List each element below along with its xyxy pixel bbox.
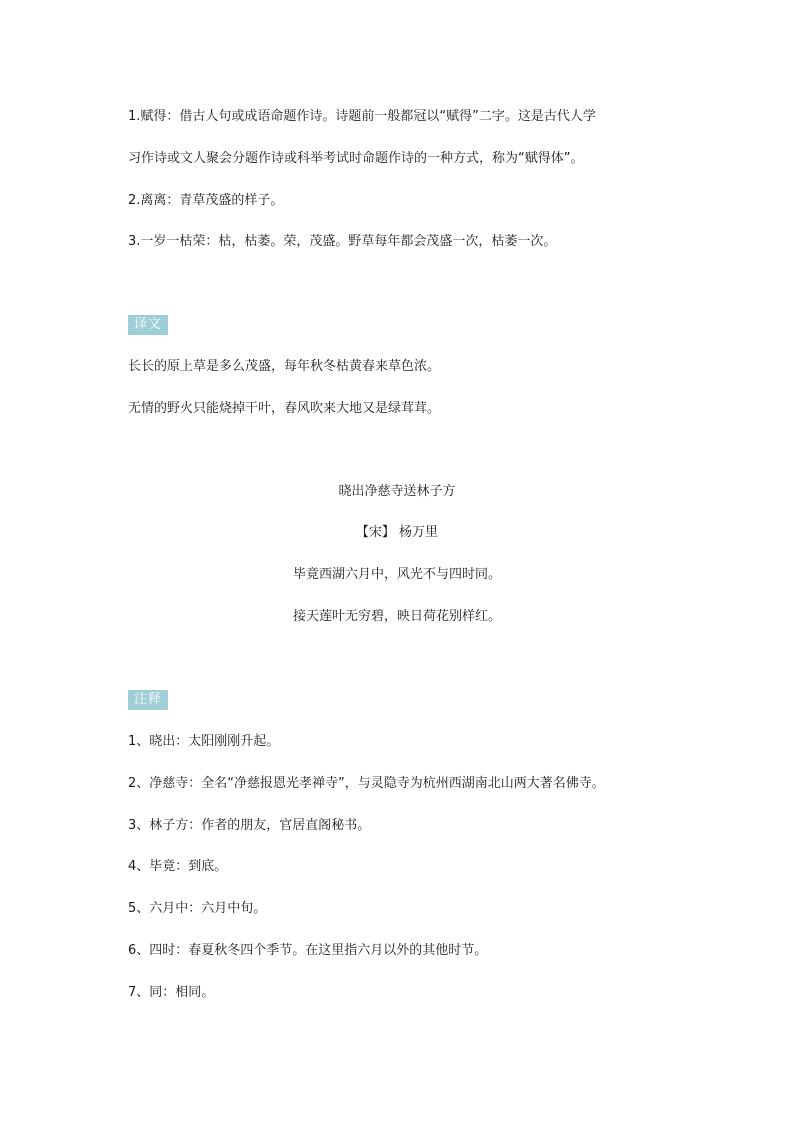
poem-author: 【宋】 杨万里 [355,525,439,540]
annotation-item: 1、晓出：太阳刚刚升起。 [128,734,280,749]
note-line: 2.离离：青草茂盛的样子。 [128,193,284,208]
poem-line: 接天莲叶无穷碧，映日荷花别样红。 [292,609,501,624]
translation-line: 无情的野火只能烧掉干叶，春风吹来大地又是绿茸茸。 [128,401,441,416]
note-line: 3.一岁一枯荣：枯，枯萎。荣，茂盛。野草每年都会茂盛一次，枯萎一次。 [128,234,557,249]
note-line: 习作诗或文人聚会分题作诗或科举考试时命题作诗的一种方式，称为“赋得体”。 [128,151,584,166]
annotation-item: 5、六月中：六月中旬。 [128,901,267,916]
poem-line: 毕竟西湖六月中，风光不与四时同。 [292,567,501,582]
annotation-item: 6、四时：春夏秋冬四个季节。在这里指六月以外的其他时节。 [128,943,488,958]
annotation-item: 4、毕竟：到底。 [128,859,228,874]
note-line: 1.赋得：借古人句或成语命题作诗。诗题前一般都冠以“赋得”二字。这是古代人学 [128,109,596,124]
annotation-item: 7、同：相同。 [128,985,215,1000]
translation-heading-badge: 译文 [128,315,168,335]
annotation-item: 2、净慈寺：全名“净慈报恩光孝禅寺”，与灵隐寺为杭州西湖南北山两大著名佛寺。 [128,776,605,791]
translation-line: 长长的原上草是多么茂盛，每年秋冬枯黄春来草色浓。 [128,359,441,374]
annotations-heading-badge: 注释 [128,690,168,710]
annotation-item: 3、林子方：作者的朋友，官居直阁秘书。 [128,818,371,833]
poem-title: 晓出净慈寺送林子方 [338,484,456,499]
